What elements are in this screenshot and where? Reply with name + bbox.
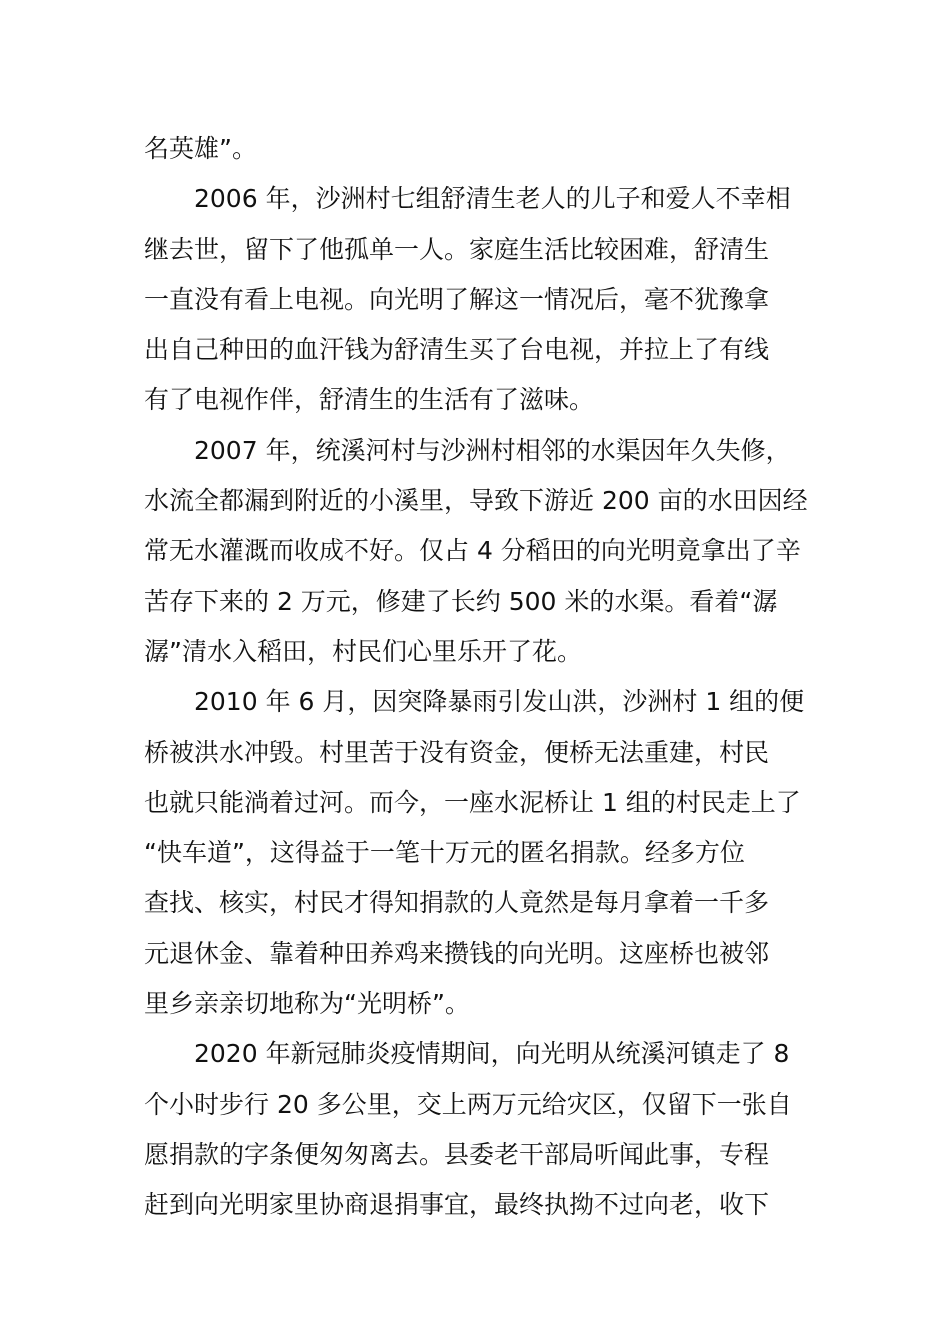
paragraph-first-line: 2010 年 6 月，因突降暴雨引发山洪，沙洲村 1 组的便 (194, 687, 805, 717)
paragraph-first-line: 2007 年，统溪河村与沙洲村相邻的水渠因年久失修， (194, 435, 791, 465)
text-line: 水流全都漏到附近的小溪里，导致下游近 200 亩的水田因经 (144, 486, 808, 516)
text-line: “快车道”，这得益于一笔十万元的匿名捐款。经多方位 (144, 838, 745, 868)
text-line: 常无水灌溉而收成不好。仅占 4 分稻田的向光明竟拿出了辛 (144, 536, 801, 566)
text-line: 潺”清水入稻田，村民们心里乐开了花。 (144, 636, 582, 666)
text-line: 里乡亲亲切地称为“光明桥”。 (144, 989, 470, 1019)
text-line: 愿捐款的字条便匆匆离去。县委老干部局听闻此事，专程 (144, 1139, 770, 1169)
text-line: 个小时步行 20 多公里，交上两万元给灾区，仅留下一张自 (144, 1089, 792, 1119)
document-body (144, 124, 808, 1231)
paragraph-first-line: 2020 年新冠肺炎疫情期间，向光明从统溪河镇走了 8 (194, 1039, 790, 1069)
text-line: 桥被洪水冲毁。村里苦于没有资金，便桥无法重建，村民 (144, 737, 770, 767)
text-line: 一直没有看上电视。向光明了解这一情况后，毫不犹豫拿 (144, 284, 770, 314)
text-line: 苦存下来的 2 万元，修建了长约 500 米的水渠。看着“潺 (144, 586, 778, 616)
text-line: 赶到向光明家里协商退捐事宜，最终执拗不过向老，收下 (144, 1190, 770, 1220)
text-line: 有了电视作伴，舒清生的生活有了滋味。 (144, 385, 595, 415)
text-line: 名英雄”。 (144, 134, 257, 163)
text-line: 也就只能淌着过河。而今，一座水泥桥让 1 组的村民走上了 (144, 787, 801, 817)
text-line: 继去世，留下了他孤单一人。家庭生活比较困难，舒清生 (144, 234, 770, 264)
text-line: 查找、核实，村民才得知捐款的人竟然是每月拿着一千多 (144, 888, 770, 918)
text-line: 出自己种田的血汗钱为舒清生买了台电视，并拉上了有线 (144, 335, 770, 365)
text-line: 元退休金、靠着种田养鸡来攒钱的向光明。这座桥也被邻 (144, 938, 770, 968)
paragraph-first-line: 2006 年，沙洲村七组舒清生老人的儿子和爱人不幸相 (194, 184, 791, 214)
